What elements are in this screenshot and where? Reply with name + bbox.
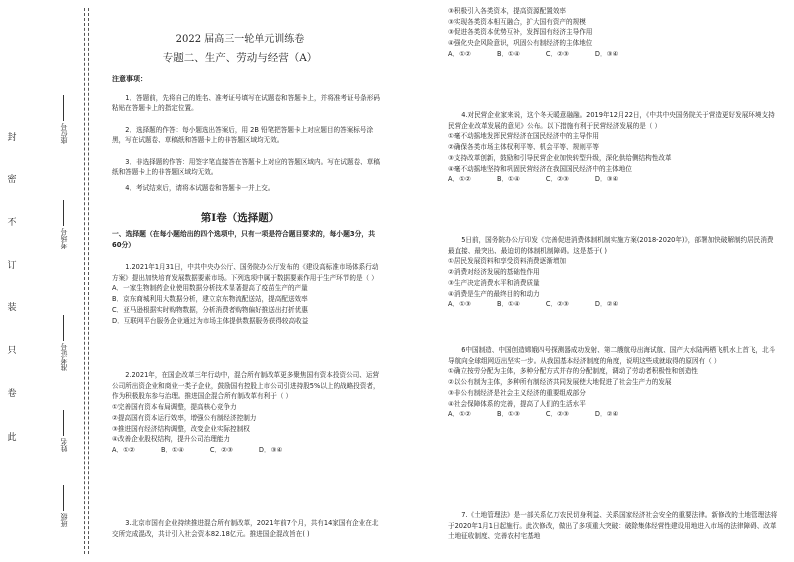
- question-3: [112, 518, 382, 539]
- field-label: 准考证号: [60, 343, 68, 371]
- field-label: 考场号: [60, 228, 68, 249]
- question-option: ③实现各类资本相互融合，扩大国有资产的规模: [448, 17, 586, 26]
- question-option: ②确保各类市场主体权利平等、机会平等、规则平等: [448, 143, 599, 152]
- field-label: 姓名: [60, 438, 68, 452]
- question-5: [448, 235, 778, 310]
- class-field[interactable]: [47, 485, 81, 527]
- right-column: [448, 0, 778, 562]
- question-option: ③非公有制经济是社会主义经济的重要组成部分: [448, 388, 586, 397]
- choice-d[interactable]: D．②④: [594, 410, 619, 419]
- notice-heading: 注意事项：: [112, 75, 147, 83]
- seat-number-field[interactable]: [47, 95, 81, 144]
- choice-b[interactable]: B．①④: [160, 445, 184, 454]
- question-option: ③生产决定消费水平和消费质量: [448, 278, 540, 287]
- choice-b[interactable]: B．①③: [496, 410, 520, 419]
- question-1: [112, 262, 382, 326]
- choice-c[interactable]: C．②③: [209, 445, 233, 454]
- name-field[interactable]: [47, 410, 81, 452]
- notice-item: 2．选择题的作答：每小题选出答案后，用 2B 铅笔把答题卡上对应题目的答案标号涂黑，写在试题卷、草稿纸和答题卡上的非答题区域均无效。: [112, 126, 374, 145]
- question-option[interactable]: B．京东商城利用大数据分析，建立京东物流配送站，提高配送效率: [112, 295, 308, 304]
- answer-choices: [448, 49, 778, 60]
- question-stem: 6中国制造、中国创造嫦娥四号探测器成功发射、第二艘航母出海试航、国产大水陆两栖飞机水上首飞，北斗导航向全球组网迈出坚实一步。从我国基本经济制度的角度，说明这些成就取得的原因有（ ）: [448, 346, 776, 365]
- question-stem: 2.2021年，在国企改革三年行动中，混合所有制改革更多聚焦国有资本投资公司、运营公司所出资企业和商业一类子企业，鼓励国有控股上市公司引进持股5%以上的战略投资者，作为积极股东参与治理。推进国企混合所有制改革有利于（ ）: [112, 371, 380, 401]
- question-option: ③支持改革创新，鼓励和引导民营企业加快转型升级，深化供给侧结构性改革: [448, 153, 672, 162]
- question-option: ④毫不动摇地坚持和巩固民营经济在我国国民经济中的主体地位: [448, 164, 632, 173]
- binding-line: [84, 8, 85, 554]
- question-option[interactable]: D．互联网平台服务企业通过为市场主体提供数据服务获得较高收益: [112, 316, 309, 325]
- notice-item: 1．答题前，先将自己的姓名、准考证号填写在试题卷和答题卡上，并将准考证号条形码粘贴在答题卡上的指定位置。: [112, 94, 380, 113]
- question-option[interactable]: C．亚马逊根据实时购物数据，分析消费者购物偏好推送出打折优惠: [112, 305, 308, 314]
- notice-item: 3．非选择题的作答：用签字笔直接答在答题卡上对应的答题区域内。写在试题卷、草稿纸和答题卡上的非答题区域均无效。: [112, 158, 380, 177]
- choice-a[interactable]: A．①②: [448, 175, 471, 184]
- question-stem: 3.北京市国有企业持续推进混合所有制改革，2021年前7个月，共有14家国有企业在北交所完成混改，共计引入社会资本82.18亿元。推进国企混改旨在( ): [112, 519, 379, 538]
- answer-choices: [448, 174, 778, 185]
- volume-title: 第Ⅰ卷（选择题）: [200, 212, 280, 224]
- section-heading: 一、选择题（在每小题给出的四个选项中，只有一项是符合题目要求的，每小题3分，共60分）: [112, 230, 376, 249]
- question-option[interactable]: A．一家生物制药企业使用数据分析技术显著提高了疫苗生产的产量: [112, 284, 308, 293]
- question-option: ②提高国有资本运行效率，增强公有制经济控制力: [112, 413, 257, 422]
- seal-char: 此: [7, 433, 17, 443]
- choice-c[interactable]: C．②③: [545, 175, 569, 184]
- exam-room-field[interactable]: [47, 200, 81, 249]
- question-6: [448, 345, 778, 420]
- choice-c[interactable]: C．②③: [545, 300, 569, 309]
- answer-choices: [448, 299, 778, 310]
- question-option: ②以公有制为主体，多种所有制经济共同发展使大地促进了社会生产力的发展: [448, 378, 672, 387]
- seal-char: 卷: [7, 389, 17, 399]
- choice-a[interactable]: A．①②: [448, 410, 471, 419]
- exam-title: 2022 届高三一轮单元训练卷: [175, 34, 305, 45]
- seal-char: 不: [7, 218, 17, 228]
- question-4: [448, 110, 778, 185]
- exam-subtitle: 专题二、生产、劳动与经营（A）: [162, 52, 318, 64]
- question-stem: 7.《土地管理法》是一部关系亿万农民切身利益、关系国家经济社会安全的重要法律。新修改的土地管理法将于2020年1月1日起施行。此次修改，做出了多项重大突破：破除集体经营性建设用地进入市场的法律障碍、改革土地征收制度、完善农村宅基地: [448, 511, 778, 541]
- question-option: ③积极引入各类资本，提高资源配置效率: [448, 7, 567, 15]
- seal-char: 订: [7, 261, 17, 271]
- field-label: 班级: [60, 513, 68, 527]
- notice-item: 4．考试结束后，请将本试题卷和答题卡一并上交。: [125, 184, 275, 192]
- question-option: ④消费是生产的最终目的和动力: [448, 289, 540, 298]
- question-option: ①确立按劳分配为主体，多种分配方式并存的分配制度，调动了劳动者积极性和创造性: [448, 367, 698, 376]
- choice-b[interactable]: B．①④: [496, 175, 520, 184]
- admission-number-field[interactable]: [47, 315, 81, 371]
- seal-char: 封: [7, 133, 17, 143]
- question-option: ④社会保障体系的完善，提高了人们的生活水平: [448, 399, 586, 408]
- binding-margin: [0, 0, 100, 562]
- question-option: ①毫不动摇地发挥民营经济在国民经济中的主导作用: [448, 132, 599, 141]
- choice-d[interactable]: D．③④: [594, 49, 619, 58]
- choice-b[interactable]: B．①④: [496, 49, 520, 58]
- question-option: ①居民发展资料和享受资料消费逐渐增加: [448, 257, 567, 266]
- seal-char: 只: [7, 346, 17, 356]
- choice-a[interactable]: A．①②: [112, 445, 135, 454]
- answer-choices: [112, 445, 382, 456]
- left-column: [100, 0, 380, 562]
- choice-d[interactable]: D．②④: [594, 300, 619, 309]
- question-stem: 1.2021年1月31日，中共中央办公厅、国务院办公厅发布的《建设高标准市场体系行动方案》提出加快培育发展数据要素市场。下列选项中属于数据要素作用于生产环节的是（ ）: [112, 263, 379, 282]
- question-stem: 4.对民营企业家来说，这个冬天暖意融融。2019年12月22日，《中共中央国务院关于营造更好发展环境支持民营企业改革发展的意见》公布。以下措施有利于民营经济发展的是（ ）: [448, 111, 775, 130]
- question-option: ①完善国有资本布局调整，提高核心竞争力: [112, 403, 237, 412]
- choice-d[interactable]: D．③④: [594, 175, 619, 184]
- seal-char: 装: [7, 303, 17, 313]
- choice-b[interactable]: B．①④: [496, 300, 520, 309]
- choice-a[interactable]: A．①②: [448, 49, 471, 58]
- field-label: 座位号: [60, 123, 68, 144]
- question-option: ③推进国有经济结构调整，改变企业实际控制权: [112, 424, 250, 433]
- question-7: [448, 510, 778, 542]
- binding-line: [88, 8, 89, 554]
- choice-c[interactable]: C．②③: [545, 49, 569, 58]
- question-2: [112, 370, 382, 456]
- question-option: ④改善企业股权结构，提升公司治理能力: [112, 435, 231, 444]
- question-stem: 5日前，国务院办公厅印发《完善促进消费体制机制实施方案(2018-2020年)》，部署加快破解制约居民消费最直接、最突出、最迫切的体制机制障碍。这是基于( ): [448, 236, 774, 255]
- choice-c[interactable]: C．②③: [545, 410, 569, 419]
- choice-d[interactable]: D．③④: [258, 445, 283, 454]
- question-3-options: [448, 6, 778, 60]
- question-option: ④强化央企风险意识，巩固公有制经济的主体地位: [448, 39, 593, 48]
- question-option: ③促进各类资本优势互补，发挥国有经济主导作用: [448, 28, 593, 37]
- answer-choices: [448, 409, 778, 420]
- choice-a[interactable]: A．①③: [448, 300, 471, 309]
- seal-char: 密: [7, 175, 17, 185]
- question-option: ②消费对经济发展的基础性作用: [448, 268, 540, 277]
